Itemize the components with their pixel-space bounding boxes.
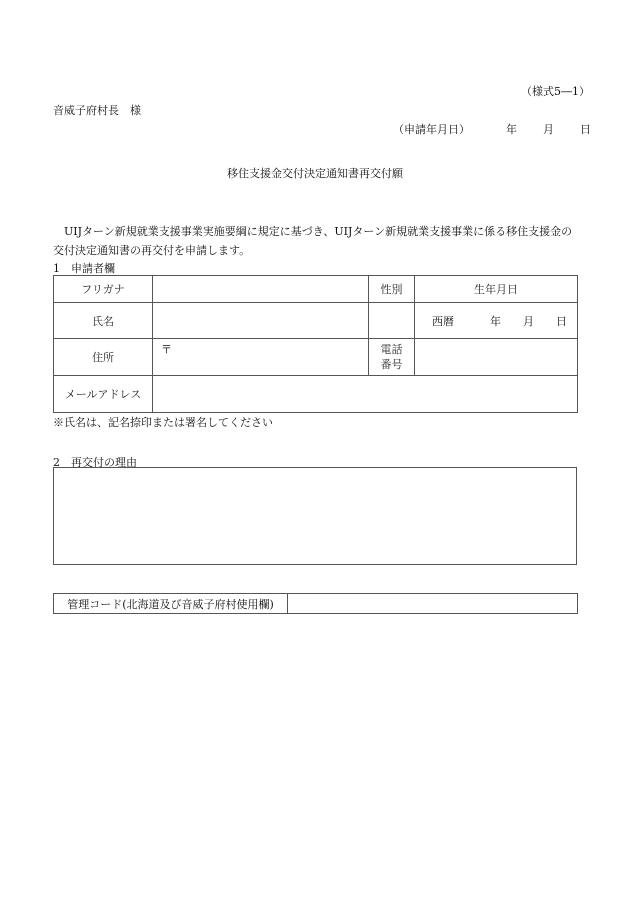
birth-month-label: 月 bbox=[523, 314, 534, 328]
furigana-label: フリガナ bbox=[54, 276, 153, 303]
application-date-label: （申請年月日） bbox=[393, 123, 470, 136]
birthdate-label: 生年月日 bbox=[415, 276, 578, 303]
management-code-label: 管理コード(北海道及び音威子府村使用欄) bbox=[54, 594, 288, 614]
form-number: （様式5―1） bbox=[521, 85, 590, 98]
name-label: 氏名 bbox=[54, 303, 153, 339]
intro-paragraph: UIJターン新規就業支援事業実施要綱に規定に基づき、UIJターン新規就業支援事業に係る移住支援金の交付決定通知書の再交付を申請します。 bbox=[53, 225, 573, 257]
email-field[interactable] bbox=[153, 376, 578, 413]
section1-heading: 1 申請者欄 bbox=[53, 262, 115, 275]
document-title: 移住支援金交付決定通知書再交付願 bbox=[227, 167, 403, 180]
era-label: 西暦 bbox=[432, 314, 454, 328]
address-field[interactable] bbox=[153, 339, 369, 376]
phone-label-line2: 番号 bbox=[380, 358, 403, 371]
management-code-table bbox=[53, 593, 578, 614]
name-field[interactable] bbox=[153, 303, 369, 339]
gender-field[interactable] bbox=[369, 303, 415, 339]
furigana-field[interactable] bbox=[153, 276, 369, 303]
phone-label-line1: 電話 bbox=[380, 343, 403, 356]
addressee: 音威子府村長 様 bbox=[53, 104, 141, 117]
birthdate-field[interactable] bbox=[415, 303, 578, 339]
date-year-label: 年 bbox=[506, 123, 517, 136]
phone-label bbox=[369, 339, 415, 376]
section2-heading: 2 再交付の理由 bbox=[53, 456, 137, 469]
application-date-line bbox=[393, 121, 591, 137]
phone-field[interactable] bbox=[415, 339, 578, 376]
applicant-table bbox=[53, 275, 578, 413]
address-label: 住所 bbox=[54, 339, 153, 376]
gender-label: 性別 bbox=[369, 276, 415, 303]
management-code-field[interactable] bbox=[288, 594, 578, 614]
signature-note: ※氏名は、記名捺印または署名してください bbox=[53, 416, 273, 429]
reissue-reason-field[interactable] bbox=[53, 467, 577, 565]
postal-mark: 〒 bbox=[161, 343, 172, 356]
date-day-label: 日 bbox=[580, 123, 591, 136]
birth-year-label: 年 bbox=[490, 314, 501, 328]
birth-day-label: 日 bbox=[556, 314, 567, 328]
date-month-label: 月 bbox=[543, 123, 554, 136]
email-label: メールアドレス bbox=[54, 376, 153, 413]
